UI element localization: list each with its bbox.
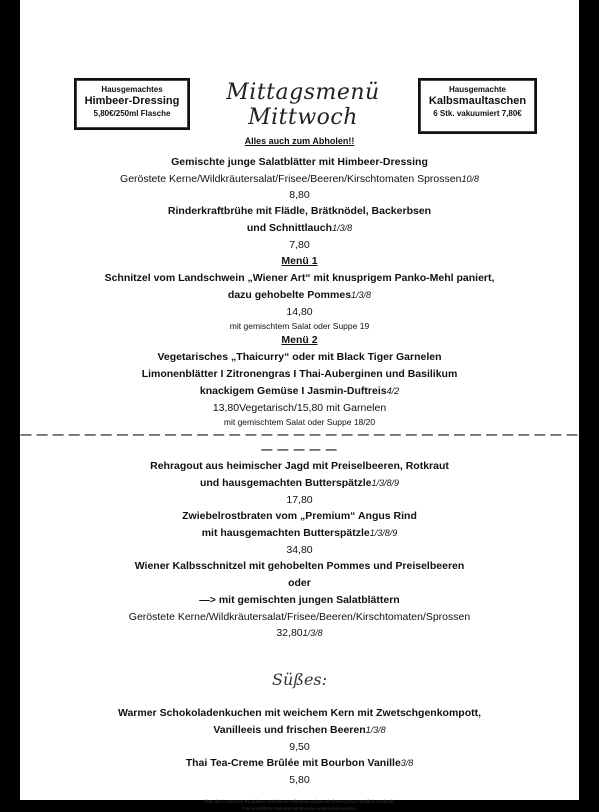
ragout-allergens: 1/3/8/9 [371,478,400,488]
veal-description: Geröstete Kerne/Wildkräutersalat/Frisee/Beeren/Kirschtomaten/Sprossen [128,611,471,623]
roast-allergens: 1/3/8/9 [369,528,398,538]
creme-name-line [20,755,579,772]
menu1-name-2: dazu gehobelte Pommes [227,289,352,301]
footer-line-1: Über die in unseren Produkten enthaltenen Allergene geben wir Ihnen gerne mündlich Auskunft. [204,799,395,804]
menu1-note: mit gemischtem Salat oder Suppe 19 [229,321,370,331]
menu2-name-2: Limonenblätter I Zitronengras I Thai-Auberginen und Basilikum [141,368,458,380]
veal-allergens: 1/3/8 [302,628,323,638]
menu2-price: 13,80Vegetarisch/15,80 mit Garnelen [212,402,387,414]
menu-item-salad [20,154,579,203]
broth-name-2-line [20,220,579,237]
menu-item-menu2 [20,332,579,428]
veal-name-2: —> mit gemischten jungen Salatblättern [199,594,400,606]
right-box-line3: 6 Stk. vakuumiert 7,80€ [433,109,522,118]
ragout-name-2-line [20,475,579,492]
menu2-note: mit gemischtem Salat oder Suppe 18/20 [223,417,376,427]
dessert-creme [20,755,579,788]
right-box-line2: Kalbsmaultaschen [428,95,527,107]
section-divider: — — — — — — — — — — — — — — — — — — — — — — — — — — — — — — — — — — — — — — — — [20,429,579,456]
creme-name: Thai Tea-Creme Brûlée mit Bourbon Vanille [185,757,401,769]
left-box-line2: Himbeer-Dressing [84,95,180,107]
menu1-name-1: Schnitzel vom Landschwein „Wiener Art“ mit knusprigem Panko-Mehl paniert, [104,272,495,284]
roast-price: 34,80 [286,544,313,556]
salad-price: 8,80 [289,189,310,201]
menu2-label: Menü 2 [281,334,318,346]
raspberry-dressing-box [74,78,190,130]
menu-item-veal [20,558,579,641]
creme-allergens: 3/8 [400,758,414,768]
cake-name-1: Warmer Schokoladenkuchen mit weichem Kern mit Zwetschgenkompott, [117,707,482,719]
salad-name: Gemischte junge Salatblätter mit Himbeer-Dressing [171,156,428,168]
menu-item-roast [20,508,579,558]
menu2-allergens: 4/2 [386,386,400,396]
roast-name-2: mit hausgemachten Butterspätzle [201,527,370,539]
cake-price: 9,50 [289,741,310,753]
salad-allergens: 10/8 [461,174,479,184]
ragout-name-2: und hausgemachten Butterspätzle [199,477,372,489]
dessert-heading: Süßes: [271,670,328,689]
menu-content [20,134,579,812]
ragout-name-1: Rehragout aus heimischer Jagd mit Preiselbeeren, Rotkraut [150,460,449,472]
broth-name-2: und Schnittlauch [246,222,333,234]
veal-ravioli-box [418,78,537,134]
roast-name-1: Zwiebelrostbraten vom „Premium“ Angus Rind [182,510,417,522]
left-box-line1: Hausgemachtes [101,85,163,94]
creme-price: 5,80 [289,774,310,786]
veal-or: oder [288,577,311,589]
roast-name-2-line [20,525,579,542]
allergen-footer [20,798,579,812]
cake-allergens: 1/3/8 [365,725,386,735]
veal-name-1: Wiener Kalbsschnitzel mit gehobelten Pommes und Preiselbeeren [134,560,465,572]
takeaway-note: Alles auch zum Abholen!! [244,136,355,146]
salad-description [20,171,579,187]
menu1-allergens: 1/3/8 [351,290,372,300]
menu-page [20,0,579,811]
menu2-name-1: Vegetarisches „Thaicurry“ oder mit Black Tiger Garnelen [157,351,442,363]
salad-desc-text: Geröstete Kerne/Wildkräutersalat/Frisee/Beeren/Kirschtomaten Sprossen [120,173,462,185]
menu1-label: Menü 1 [281,255,318,267]
menu-item-broth [20,203,579,253]
cake-name-2-line [20,722,579,739]
ragout-price: 17,80 [286,494,313,506]
menu-item-ragout [20,458,579,508]
broth-allergens: 1/3/8 [332,223,353,233]
menu-item-menu1 [20,253,579,332]
right-box-line1: Hausgemachte [449,85,506,94]
cake-name-2: Vanilleeis und frischen Beeren [213,724,366,736]
page-title: Mittagsmenü Mittwoch [226,80,380,130]
menu1-name-2-line [20,287,579,304]
dessert-cake [20,705,579,755]
broth-name-1: Rinderkraftbrühe mit Flädle, Brätknödel, Backerbsen [167,205,432,217]
left-box-line3: 5,80€/250ml Flasche [93,109,171,118]
footer-line-2: Eine schriftliche Dokumentation kann eingesehen werden. [241,806,358,811]
menu2-name-3-line [20,383,579,400]
menu2-name-3: knackigem Gemüse I Jasmin-Duftreis [199,385,387,397]
veal-price: 32,80 [276,627,303,639]
menu1-price: 14,80 [286,306,313,318]
broth-price: 7,80 [289,239,310,251]
veal-price-line [20,625,579,641]
